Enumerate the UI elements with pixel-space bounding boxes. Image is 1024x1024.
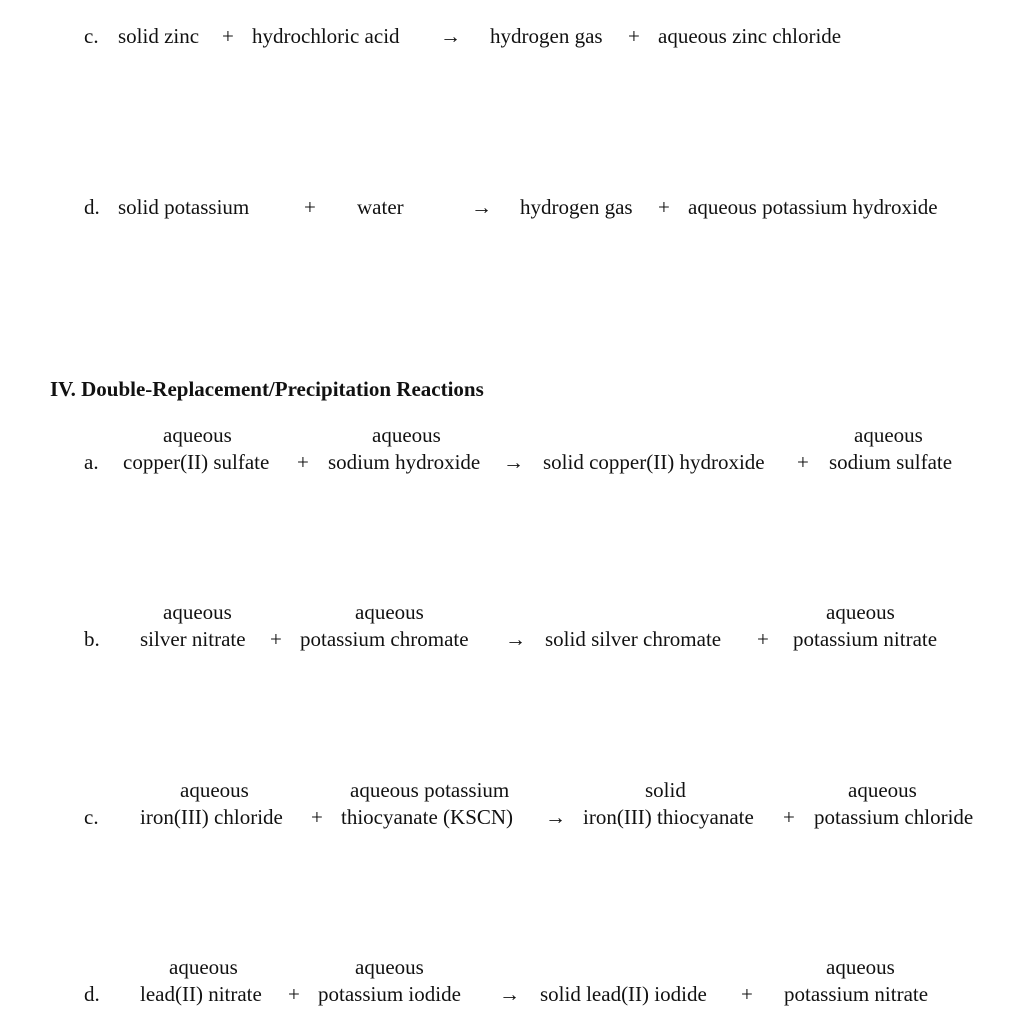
product-2: potassium chloride: [814, 805, 974, 829]
reactant-2: water: [357, 195, 404, 219]
reaction-arrow-icon: →: [471, 195, 492, 219]
reactant-1: iron(III) chloride: [140, 805, 283, 829]
plus-sign: +: [628, 24, 640, 48]
reactant-2: hydrochloric acid: [252, 24, 400, 48]
plus-sign: +: [658, 195, 670, 219]
item-letter: b.: [84, 627, 100, 651]
product-2: potassium nitrate: [793, 627, 938, 651]
plus-sign: +: [288, 982, 300, 1006]
reaction-arrow-icon: →: [505, 627, 526, 651]
product-1: iron(III) thiocyanate: [583, 805, 754, 829]
product-2: aqueous zinc chloride: [658, 24, 842, 48]
item-letter: d.: [84, 982, 100, 1006]
state-label: aqueous: [826, 955, 895, 979]
reaction-arrow-icon: →: [499, 982, 520, 1006]
item-letter: d.: [84, 195, 100, 219]
state-label: aqueous: [180, 778, 249, 802]
plus-sign: +: [783, 805, 795, 829]
state-label: aqueous: [355, 955, 424, 979]
reactant-2: potassium chromate: [300, 627, 469, 651]
plus-sign: +: [741, 982, 753, 1006]
product-1: solid silver chromate: [545, 627, 722, 651]
state-label: aqueous: [826, 600, 895, 624]
item-letter: c.: [84, 24, 99, 48]
product-2: potassium nitrate: [784, 982, 929, 1006]
state-label: aqueous: [163, 423, 232, 447]
plus-sign: +: [757, 627, 769, 651]
state-label: aqueous: [163, 600, 232, 624]
product-1: hydrogen gas: [520, 195, 633, 219]
reactant-1: copper(II) sulfate: [123, 450, 270, 474]
plus-sign: +: [297, 450, 309, 474]
reactant-2: sodium hydroxide: [328, 450, 481, 474]
item-letter: a.: [84, 450, 99, 474]
product-1: solid lead(II) iodide: [540, 982, 707, 1006]
reaction-arrow-icon: →: [545, 805, 566, 829]
state-label: solid: [645, 778, 686, 802]
reaction-arrow-icon: →: [440, 24, 461, 48]
state-label: aqueous potassium: [350, 778, 510, 802]
reactant-1: lead(II) nitrate: [140, 982, 262, 1006]
section-heading: IV. Double-Replacement/Precipitation Reactions: [50, 377, 484, 401]
product-1: hydrogen gas: [490, 24, 603, 48]
reactant-1: solid zinc: [118, 24, 200, 48]
state-label: aqueous: [372, 423, 441, 447]
plus-sign: +: [222, 24, 234, 48]
plus-sign: +: [797, 450, 809, 474]
state-label: aqueous: [355, 600, 424, 624]
reaction-arrow-icon: →: [503, 450, 524, 474]
plus-sign: +: [270, 627, 282, 651]
reactant-2: thiocyanate (KSCN): [341, 805, 514, 829]
reactant-1: solid potassium: [118, 195, 250, 219]
reactant-1: silver nitrate: [140, 627, 246, 651]
plus-sign: +: [304, 195, 316, 219]
product-2: aqueous potassium hydroxide: [688, 195, 938, 219]
state-label: aqueous: [169, 955, 238, 979]
state-label: aqueous: [848, 778, 917, 802]
product-2: sodium sulfate: [829, 450, 953, 474]
reactant-2: potassium iodide: [318, 982, 461, 1006]
plus-sign: +: [311, 805, 323, 829]
item-letter: c.: [84, 805, 99, 829]
state-label: aqueous: [854, 423, 923, 447]
product-1: solid copper(II) hydroxide: [543, 450, 765, 474]
